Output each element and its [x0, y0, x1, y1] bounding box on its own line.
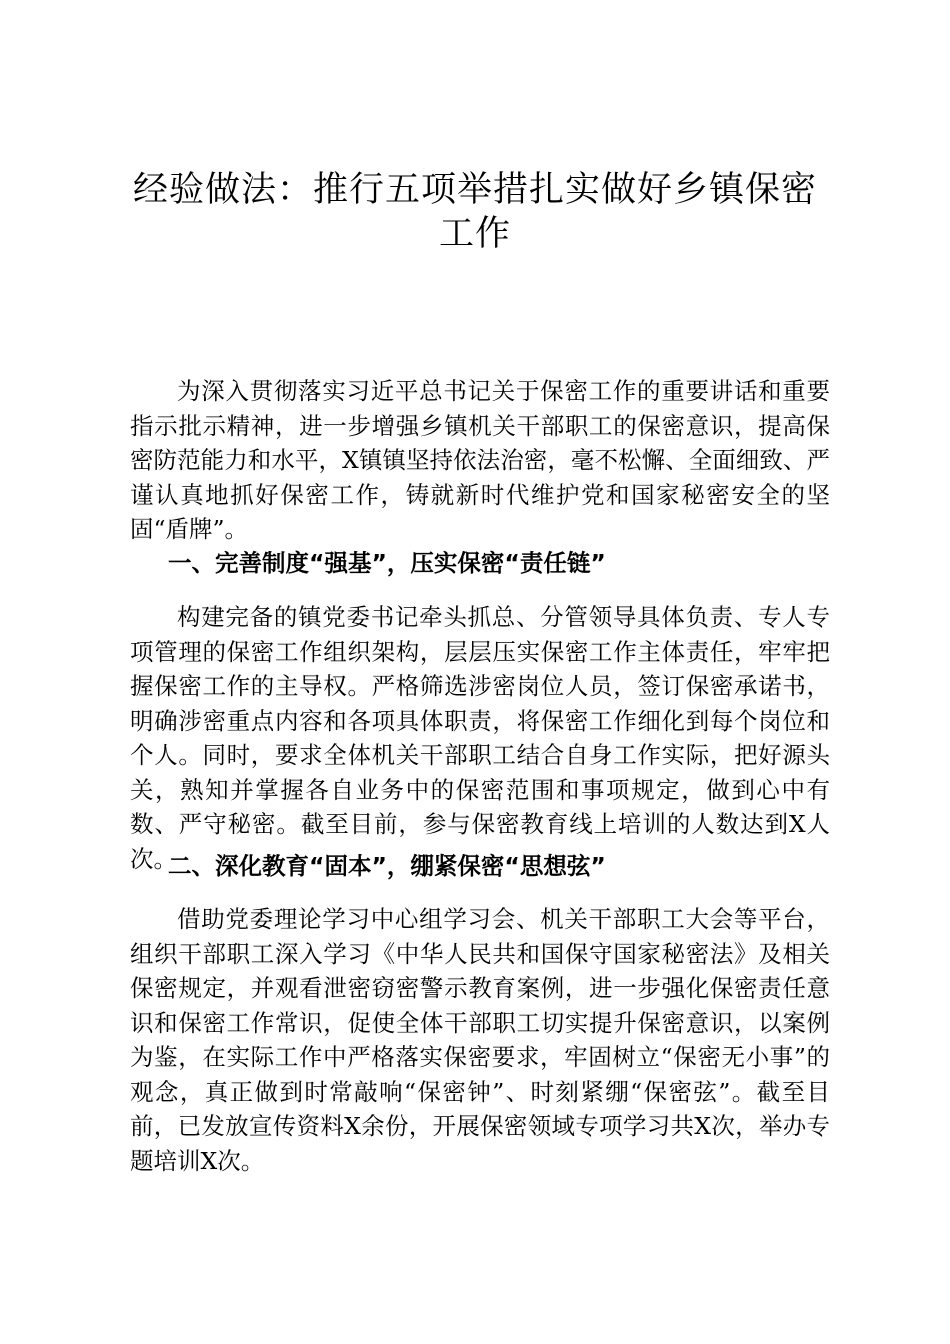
document-title: 经验做法：推行五项举措扎实做好乡镇保密工作 [132, 170, 817, 254]
section-body-1: 构建完备的镇党委书记牵头抓总、分管领导具体负责、专人专项管理的保密工作组织架构，层层压实保密工作主体责任，牢牢把握保密工作的主导权。严格筛选涉密岗位人员，签订保密承诺书，明确涉密重点内容和各项具体职责，将保密工作细化到每个岗位和个人。同时，要求全体机关干部职工结合自身工作实际，把好源头关，熟知并掌握各自业务中的保密范围和事项规定，做到心中有数、严守秘密。截至目前，参与保密教育线上培训的人数达到X人次。 [130, 603, 830, 873]
section-body-2: 借助党委理论学习中心组学习会、机关干部职工大会等平台，组织干部职工深入学习《中华人民共和国保守国家秘密法》及相关保密规定，并观看泄密窃密警示教育案例，进一步强化保密责任意识和保密工作常识，促使全体干部职工切实提升保密意识，以案例为鉴，在实际工作中严格落实保密要求，牢固树立“保密无小事”的观念，真正做到时常敲响“保密钟”、时刻紧绷“保密弦”。截至目前，已发放宣传资料X余份，开展保密领域专项学习共X次，举办专题培训X次。 [130, 905, 830, 1175]
section-heading-1: 一、完善制度“强基”，压实保密“责任链” [168, 549, 606, 577]
section-heading-2: 二、深化教育“固本”，绷紧保密“思想弦” [168, 852, 606, 880]
intro-paragraph: 为深入贯彻落实习近平总书记关于保密工作的重要讲话和重要指示批示精神，进一步增强乡镇机关干部职工的保密意识，提高保密防范能力和水平，X镇镇坚持依法治密，毫不松懈、全面细致、严谨认真地抓好保密工作，铸就新时代维护党和国家秘密安全的坚固“盾牌”。 [130, 377, 830, 543]
